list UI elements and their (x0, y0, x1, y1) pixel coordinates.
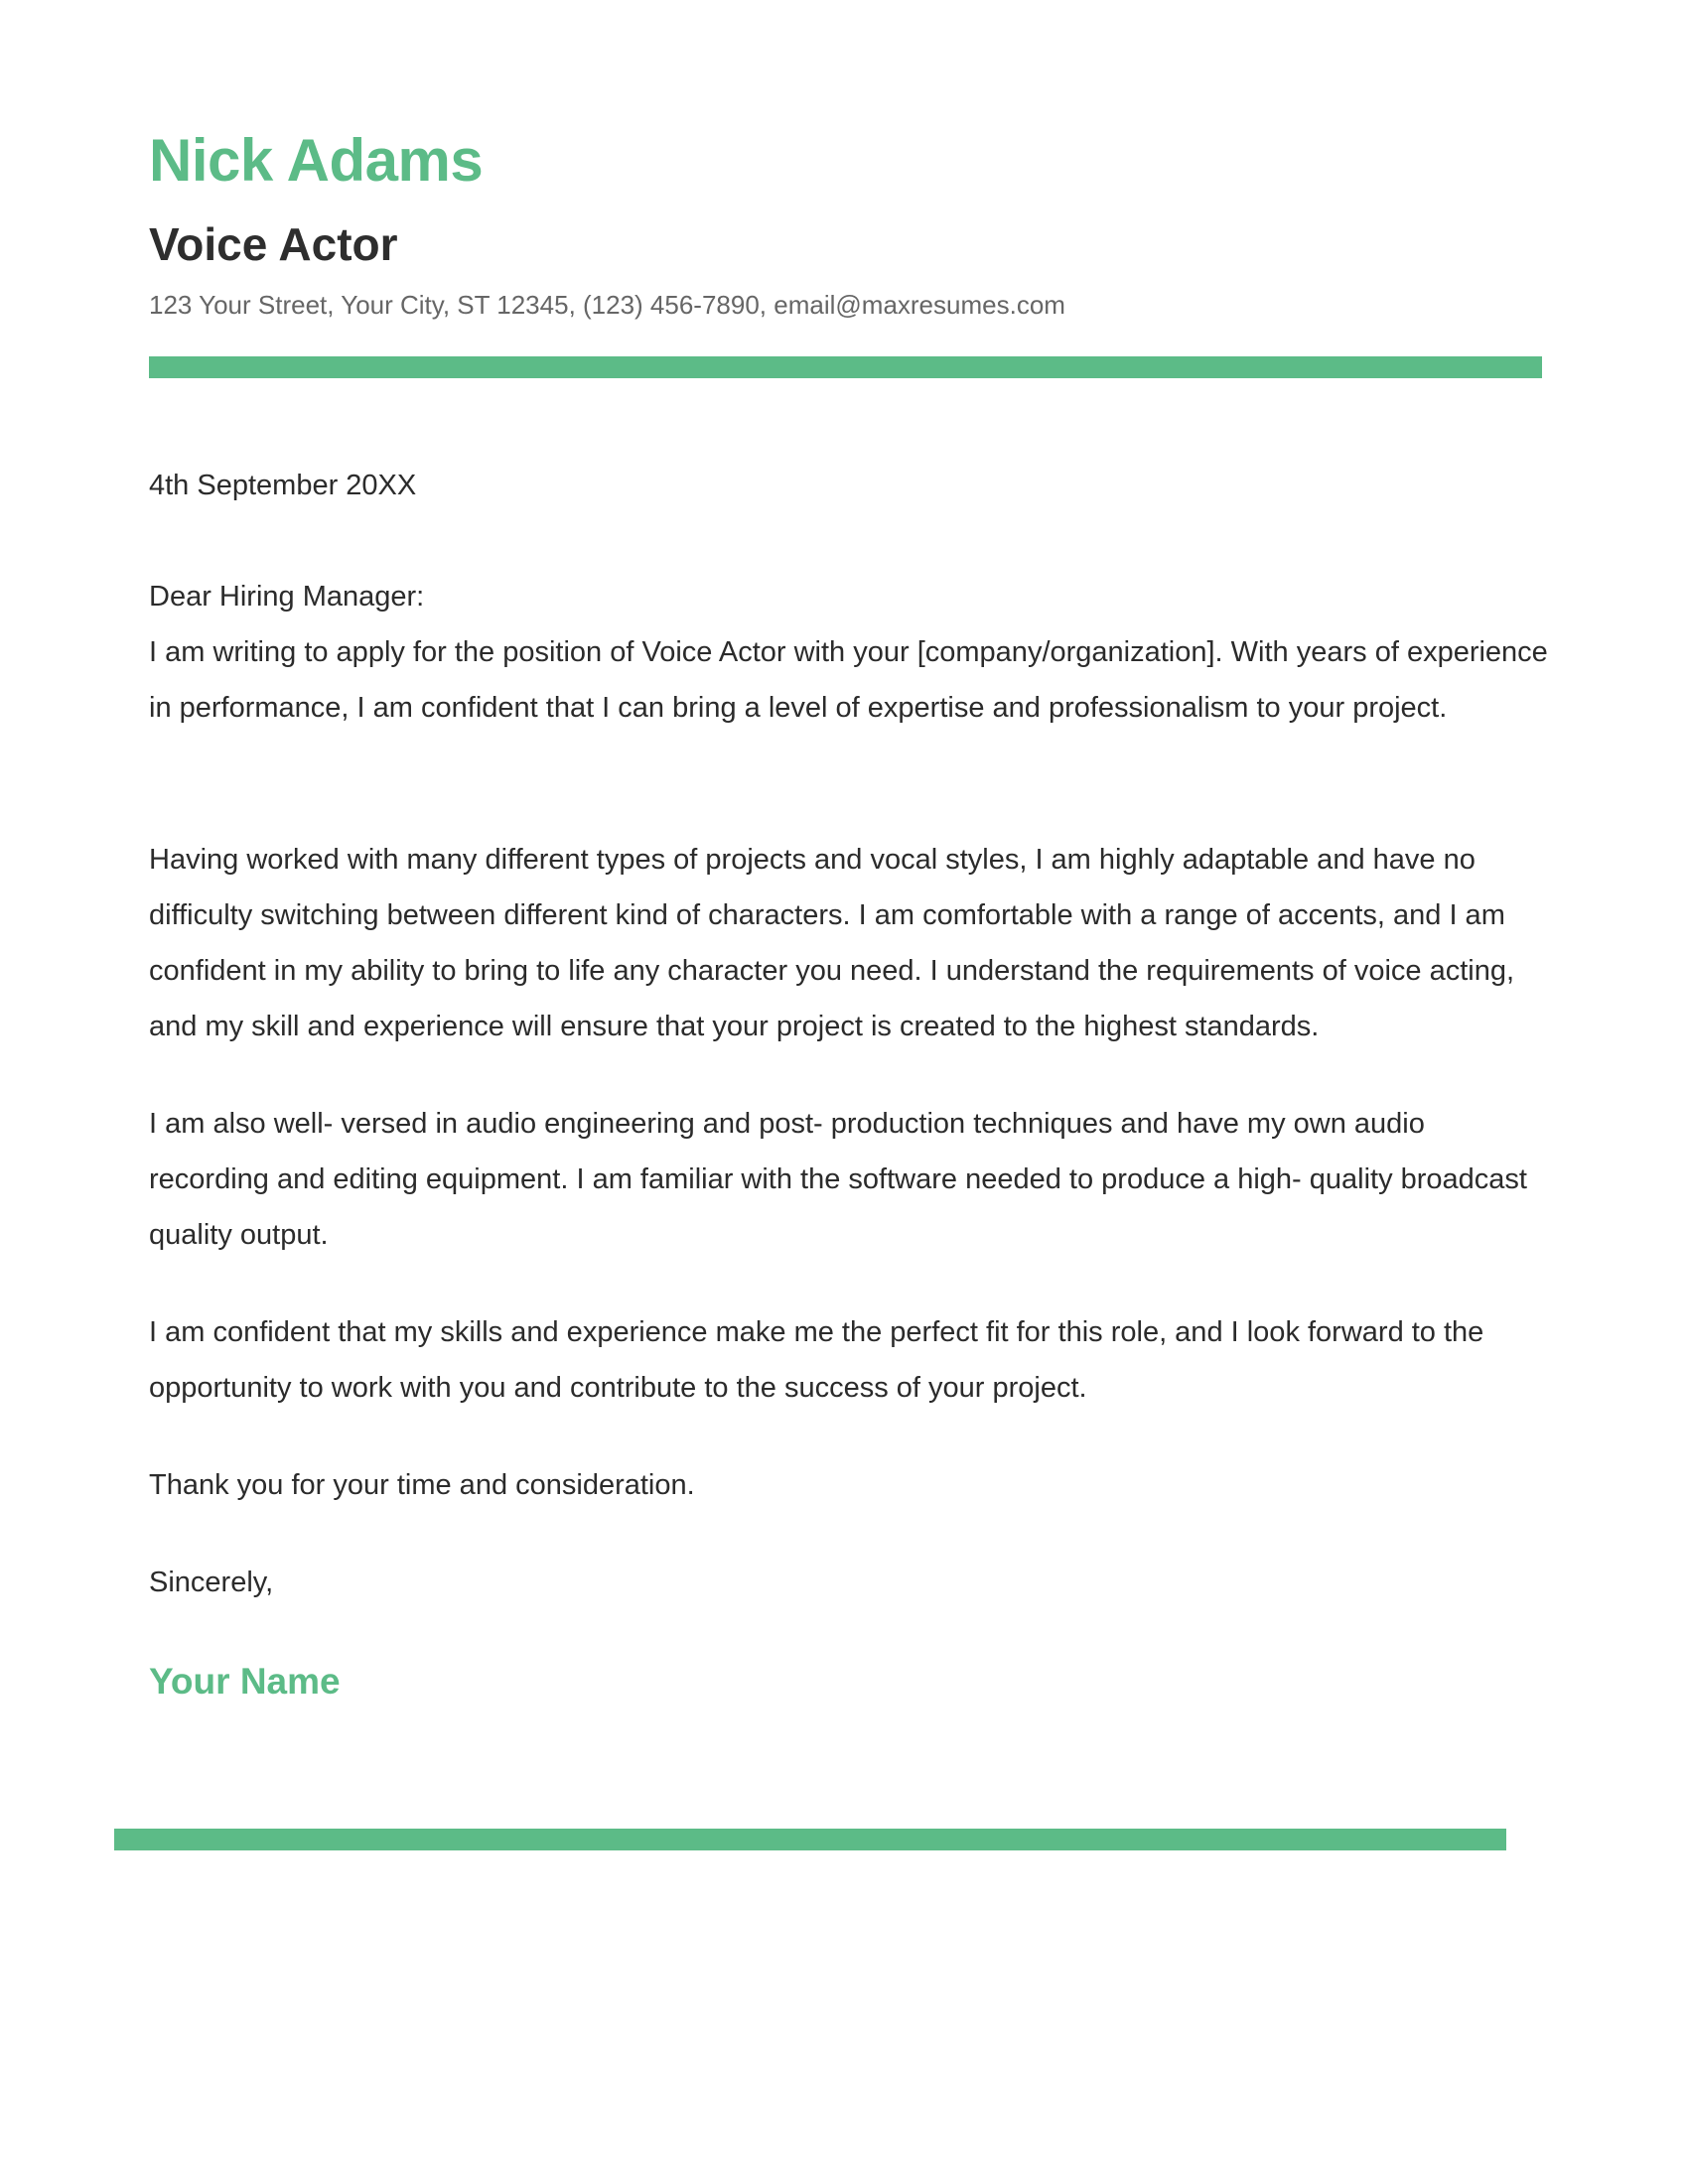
thank-you-line: Thank you for your time and consideration. (149, 1469, 695, 1501)
paragraph-4: I am confident that my skills and experience make me the perfect fit for this role, and I look forward to the opportunity to work with you and contribute to the success of your project. (149, 1316, 1484, 1404)
applicant-name: Nick Adams (149, 127, 484, 194)
paragraph-1: I am writing to apply for the position of Voice Actor with your [company/organization]. With years of experience in performance, I am confident that I can bring a level of expertise and professionalism to your project. (149, 636, 1548, 724)
closing: Sincerely, (149, 1567, 274, 1598)
signature-name: Your Name (149, 1661, 341, 1702)
paragraph-2: Having worked with many different types of projects and vocal styles, I am highly adaptable and have no difficulty switching between different kind of characters. I am comfortable with a range of accents, and I am confident in my ability to bring to life any character you need. I understand the requirements of voice acting, and my skill and experience will ensure that your project is created to the highest standards. (149, 844, 1515, 1042)
header-divider (149, 356, 1542, 378)
job-title: Voice Actor (149, 218, 398, 270)
footer-divider (114, 1829, 1506, 1850)
salutation: Dear Hiring Manager: (149, 581, 425, 613)
paragraph-3: I am also well- versed in audio engineering and post- production techniques and have my own audio recording and editing equipment. I am familiar with the software needed to produce a high- quality broadcast quality output. (149, 1108, 1527, 1251)
contact-info: 123 Your Street, Your City, ST 12345, (123) 456-7890, email@maxresumes.com (149, 290, 1065, 320)
letter-date: 4th September 20XX (149, 470, 417, 501)
